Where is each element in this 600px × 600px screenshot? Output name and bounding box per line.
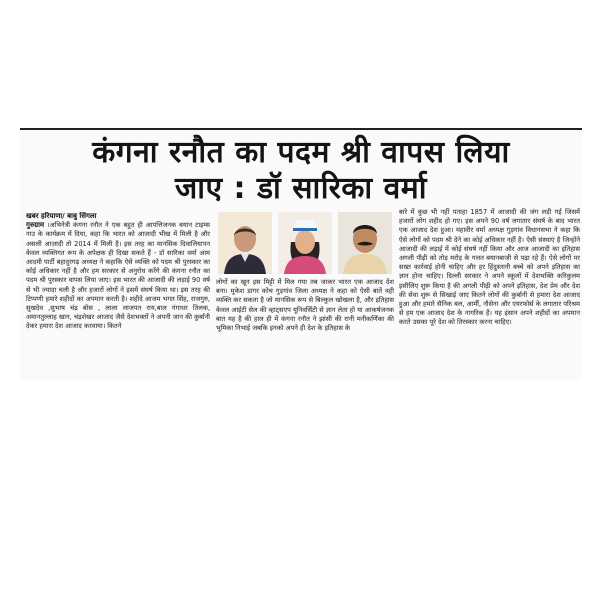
man-portrait-photo xyxy=(218,212,272,274)
article-column-3 xyxy=(399,208,580,378)
byline-source: खबर हरियाणा/ बाबु सिंगला xyxy=(26,212,97,220)
newspaper-clipping xyxy=(20,128,582,380)
column-1-text: ।अभिनेत्री कंगना रनौत ने एक बहुत ही आपत्तिजनक बयान टाइम्स नाउ के कार्यक्रम में दिया, कहा कि भारत को आजादी भीख में मिली है और असली आज़ादी तो 2014 में मिली है। इस तरह का मानसिक दिवालियापन केवल व्यक्तिगत रूप के अपेक्षक ही दिखा सकते हैं - डॉ सारिका वर्मा आम आदमी पार्टी बहादुरगढ़ अध्यक्ष ने कहाकि ऐसे व्यक्ति को पदम श्री पुरस्कार का कोई अधिकार नहीं है और हम सरकार से अनुरोध करेंगे की कंगना रनौत का पदम श्री पुरस्कार वापस लिया जाए। इस भारत की आजादी की लड़ाई 90 वर्ष से भी ज्यादा चली है और हजारों लोगों ने इसमें संघर्ष किया था। इस तरह की टिप्पणी हमारे शहीदों का अपमान करती है। शहीदे आजम भगत सिंह, राजगुरु, सुखदेव ,सुभाष चंद्र बोस , लाला लाजपत राय,बाल गंगाधर तिलक, अमानतुल्लाह खान, चंद्रशेखर आजाद जैसे देशभक्तों ने अपनी जान की कुर्बानी देकर हमारा देश आजाद करवाया। कितने xyxy=(26,221,210,331)
photo-strip xyxy=(216,212,394,274)
column-2-text: लोगों का खून इस मिट्टी में मिल गया तब जाकर भारत एक आजाद देश बना। मुकेश डागर कोच गुड़गांव जिला अध्यक्ष ने कहा को ऐसी बातें वही व्यक्ति कर सकता है जो मानसिक रूप से बिल्कुल खोखला है, और इतिहास केवल आईटी सेल की व्हाट्सएप यूनिवर्सिटी से ज्ञान लेता हो या आकर्षजनक बात यह है की हाल ही में कंगना रनौत ने झांसी की रानी मनीकर्णिका की भूमिका निभाई जबकि इनको अपने ही देश के इतिहास के xyxy=(216,278,394,333)
man-portrait-illustration xyxy=(218,212,272,274)
man-mustache-portrait-illustration xyxy=(338,212,392,274)
column-3-text: बारे में कुछ भी नहीं पताहा 1857 में आजादी की जंग लड़ी गई जिसमें हजारों लोग शहीद हो गए। इस अपने 90 वर्ष लगातार संघर्ष के बाद भारत एक आजाद देश हुआ। महावीर वर्मा अध्यक्ष गुड़गांव विधानसभा ने कहा कि ऐसे लोगों को पदम श्री देने का कोई अधिकार नहीं है। ऐसी संस्थाएं है जिन्होंने आजादी की लड़ाई में कोई संघर्ष नहीं किया और आज आजादी का इतिहास अगली पीढ़ी को तोड़ मरोड़ के गलत बयानबाजी से पढ़ा रहे हैं। ऐसे लोगों पर सख्त कार्रवाई होनी चाहिए और हर हिंदुस्तानी बच्चे को अपने इतिहास का ज्ञान होना चाहिए। दिल्ली सरकार ने अपने स्कूलों में देशभक्ति करिकुलम इसीलिए शुरू किया है की अगली पीढ़ी को अपने इतिहास, देश प्रेम और देश की सेवा शुरू से सिखाई जाए कितने लोगों की कुर्बानी से हमारा देश आजाद हुआ और हमारे सैनिक बल, आर्मी, नौसेना और एयरफोर्स के लगातार परिश्रम से हम एक आजाद देश के नागरिक हैं। यह इंसान अपने शहीदों का अपमान करते उसका पूरे देश को तिरस्कार करना चाहिए। xyxy=(399,208,580,327)
woman-portrait-photo xyxy=(278,212,332,274)
top-rule xyxy=(20,128,582,130)
byline-place: गुरुग्राम xyxy=(26,221,45,230)
article-column-2 xyxy=(216,278,394,380)
man-mustache-portrait-photo xyxy=(338,212,392,274)
article-column-1 xyxy=(26,212,210,380)
headline-line-1: कंगना रनौत का पदम श्री वापस लिया xyxy=(92,135,510,170)
headline-line-2: जाए : डॉ सारिका वर्मा xyxy=(174,171,427,206)
woman-portrait-illustration xyxy=(278,212,332,274)
